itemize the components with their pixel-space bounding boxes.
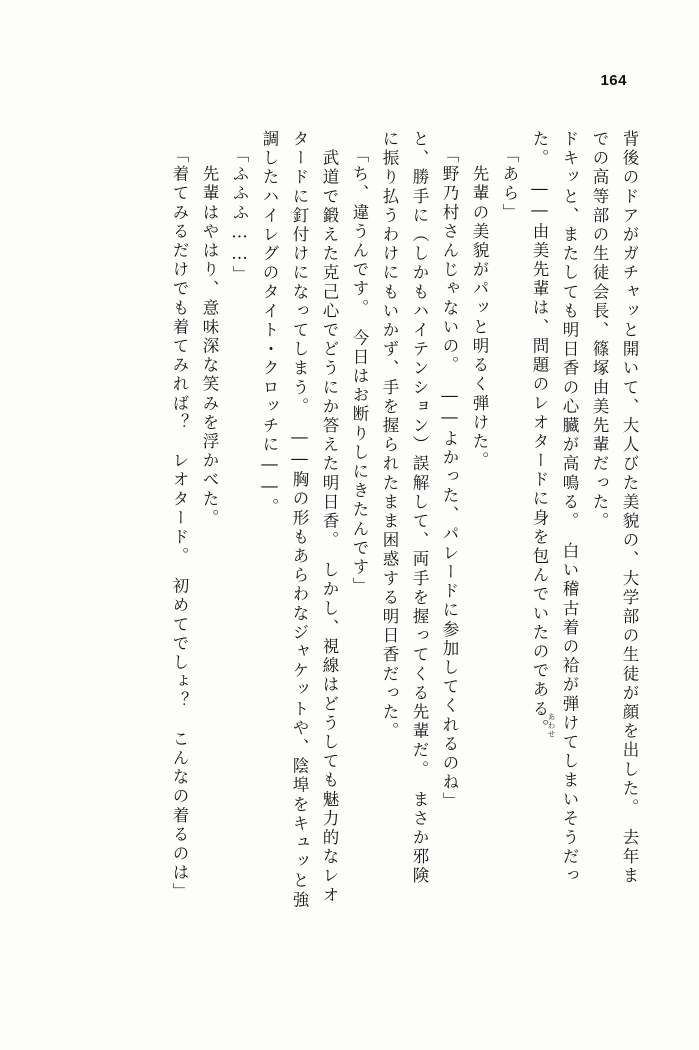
text-column: タードに釘付けになってしまう。 ――胸の形もあらわなジャケットや、陰埠をキュッと強 xyxy=(290,130,309,910)
text-column: 調したハイレグのタイト・クロッチに――。 xyxy=(260,130,279,517)
text-column: での高等部の生徒会長、篠塚由美先輩だった。 xyxy=(590,130,609,532)
text-column: た。 ――由美先輩は、問題のレオタードに身を包んでいたのである。 xyxy=(530,130,549,738)
text-column: ドキッと、またしても明日香の心臓が高鳴る。 白い稽古着の袷が弾けてしまいそうだっ xyxy=(560,130,579,886)
text-column: 「あら」 xyxy=(500,146,519,223)
text-column: 「着てみるだけでも着てみれば？ レオタード。 初めてでしょ？ こんなの着るのは」 xyxy=(170,146,189,902)
text-column: 「ふふふ……」 xyxy=(230,146,249,285)
text-column: に振り払うわけにもいかず、手を握られたまま困惑する明日香だった。 xyxy=(380,130,399,742)
text-column: 「野乃村さんじゃないの。 ――よかった、パレードに参加してくれるのね」 xyxy=(440,146,459,812)
ruby-annotation-awase: あわせ xyxy=(547,713,556,739)
text-column: 背後のドアがガチャッと開いて、大人びた美貌の、大学部の生徒が顔を出した。 去年ま xyxy=(620,130,639,886)
text-column: 武道で鍛えた克己心でどうにか答えた明日香。 しかし、視線はどうしても魅力的なレオ xyxy=(320,130,339,905)
page-number: 164 xyxy=(600,72,627,89)
vertical-text-body xyxy=(62,130,637,1000)
text-column: 先輩はやはり、意味深な笑みを浮かべた。 xyxy=(200,146,219,528)
text-column: 先輩の美貌がパッと明るく弾けた。 xyxy=(470,146,489,471)
text-column: と、勝手に（しかもハイテンション）誤解して、両手を握ってくる先輩だ。 まさか邪険 xyxy=(410,130,429,886)
text-column: 「ち、違うんです。 今日はお断りしにきたんです」 xyxy=(350,146,369,597)
